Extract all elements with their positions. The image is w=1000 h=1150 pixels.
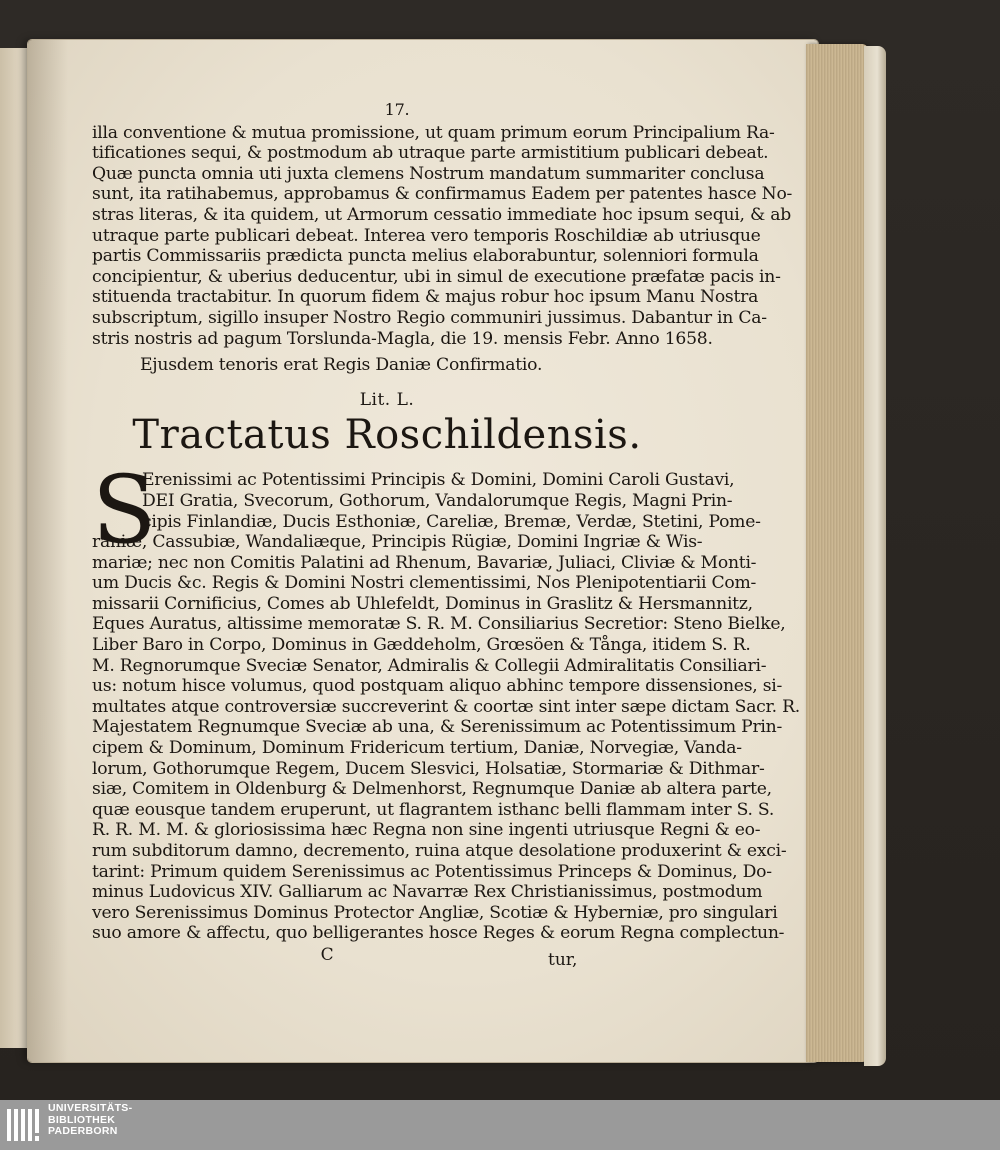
text-line: minus Ludovicus XIV. Galliarum ac Navarræ Rex Christianissimus, postmodum <box>92 882 763 903</box>
text-line: illa conventione & mutua promissione, ut quam primum eorum Principalium Ra- <box>92 122 775 143</box>
section-title: Tractatus Roschildensis. <box>132 412 642 459</box>
text-line: R. R. M. M. & gloriosissima hæc Regna non sine ingenti utriusque Regni & eo- <box>92 820 761 841</box>
text-line: rum subditorum damno, decremento, ruina atque desolatione produxerint & exci- <box>92 841 787 861</box>
page-gutter-shadow <box>28 40 68 1062</box>
treaty-text <box>92 532 800 944</box>
text-line: Majestatem Regnumque Sveciæ ab una, & Serenissimum ac Potentissimum Prin- <box>92 717 783 738</box>
library-name-line2: BIBLIOTHEK <box>48 1113 116 1126</box>
text-line: raniæ, Cassubiæ, Wandaliæque, Principis Rügiæ, Domini Ingriæ & Wis- <box>92 532 703 553</box>
library-footer <box>0 1100 1000 1150</box>
text-line: us: notum hisce volumus, quod postquam aliquo abhinc tempore dissensiones, si- <box>92 676 783 697</box>
text-line: um Ducis &c. Regis & Domini Nostri clementissimi, Nos Plenipotentiarii Com- <box>92 573 757 594</box>
text-line: DEI Gratia, Svecorum, Gothorum, Vandalorumque Regis, Magni Prin- <box>142 490 733 511</box>
text-line: Liber Baro in Corpo, Dominus in Gæddeholm, Grœsöen & Tånga, itidem S. R. <box>92 635 751 656</box>
text-line: Eques Auratus, altissime memoratæ S. R. M. Consiliarius Secretior: Steno Bielke, <box>92 614 786 635</box>
text-line: subscriptum, sigillo insuper Nostro Regio communiri jussimus. Dabantur in Ca- <box>92 307 767 328</box>
text-line: utraque parte publicari debeat. Interea vero temporis Roschildiæ ab utriusque <box>92 225 761 246</box>
text-line: siæ, Comitem in Oldenburg & Delmenhorst, Regnumque Daniæ ab altera parte, <box>92 779 772 800</box>
book-cover-edge <box>864 46 886 1066</box>
text-line: sunt, ita ratihabemus, approbamus & confirmamus Eadem per patentes hasce No- <box>92 184 793 205</box>
library-logo <box>6 1107 46 1149</box>
text-line: Quæ puncta omnia uti juxta clemens Nostrum mandatum summariter conclusa <box>92 163 765 184</box>
confirmation-note: Ejusdem tenoris erat Regis Daniæ Confirmatio. <box>140 355 543 376</box>
text-line: stris nostris ad pagum Torslunda-Magla, die 19. mensis Febr. Anno 1658. <box>92 328 713 349</box>
text-line: suo amore & affectu, quo belligerantes hosce Reges & eorum Regna complectun- <box>92 923 785 944</box>
text-line: partis Commissariis prædicta puncta melius elaborabuntur, solenniori formula <box>92 246 759 267</box>
library-name-line3: PADERBORN <box>48 1125 118 1137</box>
section-label: Lit. L. <box>359 389 415 410</box>
text-line: lorum, Gothorumque Regem, Ducem Slesvici, Holsatiæ, Stormariæ & Dithmar- <box>92 758 765 779</box>
text-line: M. Regnorumque Sveciæ Senator, Admiralis & Collegii Admiralitatis Consiliari- <box>92 655 767 676</box>
text-line: quæ eousque tandem eruperunt, ut flagrantem isthanc belli flammam inter S. S. <box>92 799 775 820</box>
text-line: multates atque controversiæ succreverint & coortæ sint inter sæpe dictam Sacr. R. <box>92 696 800 717</box>
text-line: missarii Cornificius, Comes ab Uhlefeldt, Dominus in Graslitz & Hersmannitz, <box>92 593 753 614</box>
text-line: stituenda tractabitur. In quorum fidem & majus robur hoc ipsum Manu Nostra <box>92 287 759 308</box>
drop-cap-letter: S <box>92 456 157 566</box>
text-line: tarint: Primum quidem Serenissimus ac Potentissimus Princeps & Dominus, Do- <box>92 861 772 882</box>
page-text <box>92 100 800 966</box>
text-line: cipis Finlandiæ, Ducis Esthoniæ, Careliæ, Bremæ, Verdæ, Stetini, Pome- <box>142 511 761 532</box>
text-line: tificationes sequi, & postmodum ab utraque parte armistitium publicari debeat. <box>92 143 769 164</box>
text-line: concipientur, & uberius deducentur, ubi in simul de executione præfatæ pacis in- <box>92 266 781 287</box>
library-name-line1: UNIVERSITÄTS- <box>48 1102 133 1114</box>
library-logo-icon <box>6 1107 46 1145</box>
preceding-text <box>92 122 793 350</box>
text-line: cipem & Dominum, Dominum Fridericum tertium, Daniæ, Norvegiæ, Vanda- <box>92 738 742 759</box>
drop-cap-lines <box>92 470 761 532</box>
page-block-edges <box>806 44 868 1062</box>
library-name <box>48 1103 132 1138</box>
text-line: vero Serenissimus Dominus Protector Angliæ, Scotiæ & Hyberniæ, pro singulari <box>92 902 778 923</box>
text-line: Erenissimi ac Potentissimi Principis & Domini, Domini Caroli Gustavi, <box>142 470 735 491</box>
text-line: mariæ; nec non Comitis Palatini ad Rhenum, Bavariæ, Juliaci, Cliviæ & Monti- <box>92 552 757 573</box>
signature-mark: C <box>320 944 334 965</box>
text-line: stras literas, & ita quidem, ut Armorum cessatio immediate hoc ipsum sequi, & ab <box>92 204 791 225</box>
page-number: 17. <box>384 100 410 119</box>
catchword: tur, <box>548 950 578 970</box>
